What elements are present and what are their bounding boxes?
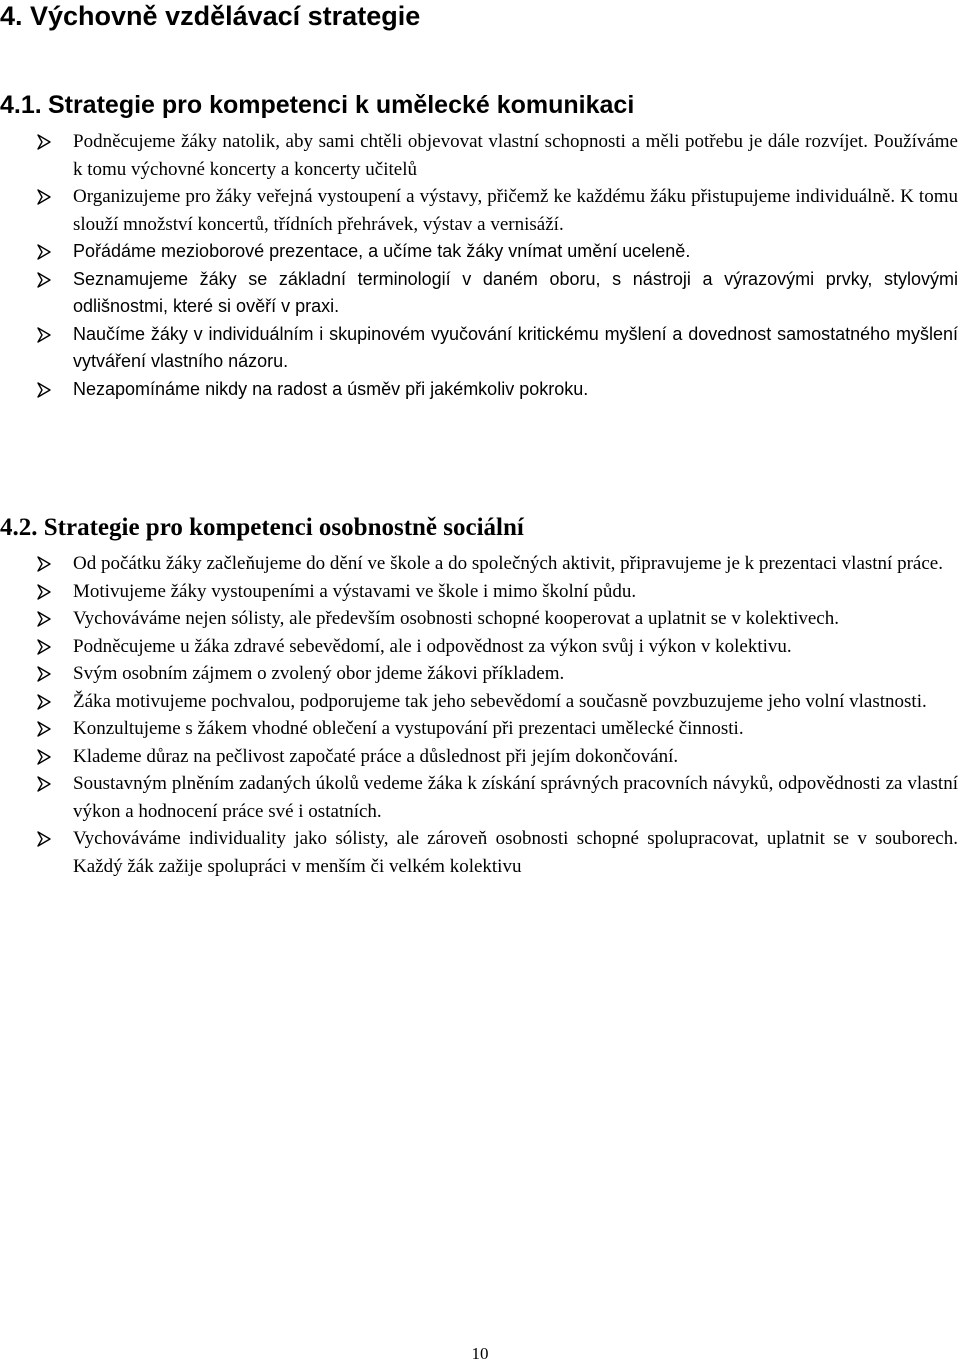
list-item-text: Seznamujeme žáky se základní terminologií v daném oboru, s nástroji a výrazovými prvky, stylovými odlišnostmi, které si ověří v praxi. [73, 268, 958, 316]
list-item-text: Od počátku žáky začleňujeme do dění ve škole a do společných aktivit, připravujeme je k prezentaci vlastní práce. [73, 553, 943, 574]
list-item [0, 660, 960, 688]
arrow-bullet-icon [36, 776, 52, 792]
section-number: 4.1. [0, 91, 42, 119]
section-4-2-list [0, 550, 960, 880]
list-item-text: Podněcujeme žáky natolik, aby sami chtěli objevovat vlastní schopnosti a měli potřebu je dále rozvíjet. Používáme k tomu výchovné koncerty a koncerty učitelů [73, 131, 958, 180]
section-title: Strategie pro kompetenci osobnostně sociální [43, 514, 524, 541]
list-item [0, 266, 960, 321]
list-item-text: Nezapomínáme nikdy na radost a úsměv při jakémkoliv pokroku. [73, 378, 589, 399]
list-item [0, 128, 960, 183]
list-item-text: Klademe důraz na pečlivost započaté práce a důslednost při jejím dokončování. [73, 745, 679, 767]
arrow-bullet-icon [36, 749, 52, 765]
page-number: 10 [471, 1344, 489, 1363]
section-number: 4.2. [0, 514, 38, 541]
arrow-bullet-icon [36, 189, 52, 205]
arrow-bullet-icon [36, 721, 52, 737]
list-item [0, 183, 960, 238]
arrow-bullet-icon [36, 272, 52, 288]
list-item [0, 605, 960, 633]
section-4-1-list [0, 128, 960, 403]
list-item-text: Naučíme žáky v individuálním i skupinovém vyučování kritickému myšlení a dovednost samostatného myšlení vytváření vlastního názoru. [73, 323, 958, 371]
list-item-text: Organizujeme pro žáky veřejná vystoupení a výstavy, přičemž ke každému žáku přistupujeme individuálně. K tomu slouží množství koncertů, třídních přehrávek, výstav a vernisáží. [73, 186, 958, 235]
arrow-bullet-icon [36, 382, 52, 398]
list-item [0, 825, 960, 880]
list-item [0, 633, 960, 661]
arrow-bullet-icon [36, 244, 52, 260]
arrow-bullet-icon [36, 611, 52, 627]
list-item [0, 743, 960, 771]
list-item-text: Vychováváme nejen sólisty, ale především osobnosti schopné kooperovat a uplatnit se v kolektivech. [73, 608, 839, 629]
section-heading-4-1 [0, 90, 634, 121]
list-item [0, 688, 960, 716]
chapter-heading: 4. Výchovně vzdělávací strategie [0, 1, 421, 31]
list-item-text: Pořádáme mezioborové prezentace, a učíme tak žáky vnímat umění uceleně. [73, 241, 691, 261]
arrow-bullet-icon [36, 694, 52, 710]
list-item [0, 715, 960, 743]
arrow-bullet-icon [36, 831, 52, 847]
list-item [0, 550, 960, 578]
list-item-text: Podněcujeme u žáka zdravé sebevědomí, ale i odpovědnost za výkon svůj i výkon v kolektivu. [73, 635, 792, 657]
list-item-text: Soustavným plněním zadaných úkolů vedeme žáka k získání správných pracovních návyků, odpovědnosti za vlastní výkon a hodnocení práce své i ostatních. [73, 773, 958, 822]
section-title: Strategie pro kompetenci k umělecké komunikaci [47, 91, 635, 119]
list-item-text: Žáka motivujeme pochvalou, podporujeme tak jeho sebevědomí a současně povzbuzujeme jeho volní vlastnosti. [73, 690, 927, 712]
arrow-bullet-icon [36, 666, 52, 682]
arrow-bullet-icon [36, 556, 52, 572]
list-item-text: Motivujeme žáky vystoupeními a výstavami ve škole i mimo školní půdu. [73, 580, 637, 602]
list-item [0, 238, 960, 266]
arrow-bullet-icon [36, 639, 52, 655]
arrow-bullet-icon [36, 584, 52, 600]
list-item [0, 770, 960, 825]
list-item [0, 376, 960, 404]
list-item-text: Svým osobním zájmem o zvolený obor jdeme žákovi příkladem. [73, 663, 565, 684]
list-item [0, 321, 960, 376]
section-heading-4-2 [0, 513, 524, 543]
list-item-text: Vychováváme individuality jako sólisty, ale zároveň osobnosti schopné spolupracovat, uplatnit se v souborech. Každý žák zažije spolupráci v menším či velkém kolektivu [73, 828, 958, 877]
list-item-text: Konzultujeme s žákem vhodné oblečení a vystupování při prezentaci umělecké činnosti. [73, 718, 744, 739]
arrow-bullet-icon [36, 134, 52, 150]
arrow-bullet-icon [36, 327, 52, 343]
list-item [0, 578, 960, 606]
